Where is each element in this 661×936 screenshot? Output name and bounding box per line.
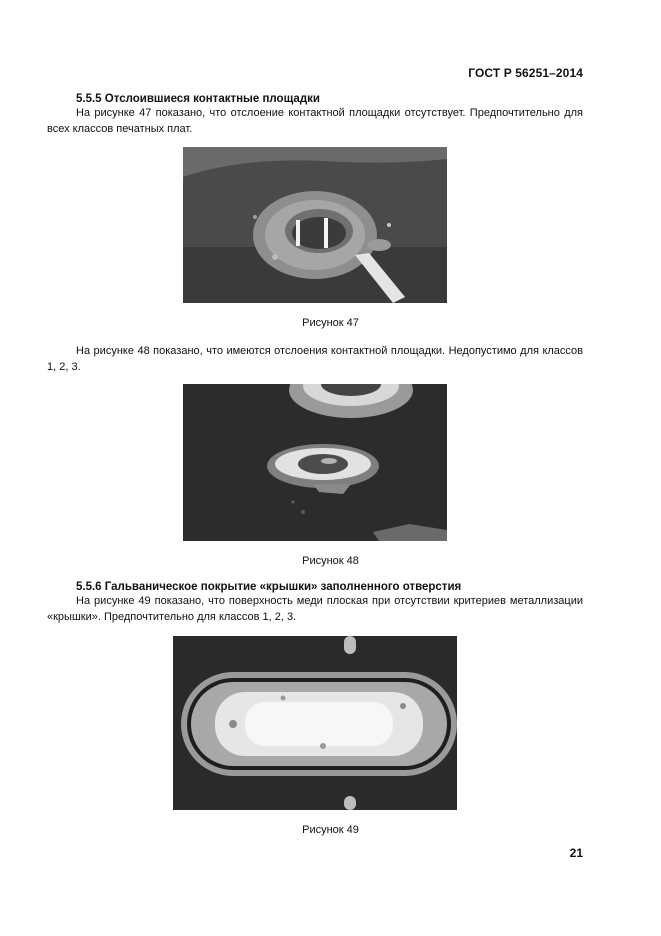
section-heading-5-5-6: 5.5.6 Гальваническое покрытие «крышки» заполненного отверстия xyxy=(76,581,462,593)
paragraph-text: На рисунке 49 показано, что поверхность меди плоская при отсутствии критериев металлизации «крышки». Предпочтительно для классов 1, 2, 3. xyxy=(47,595,583,623)
paragraph-text: На рисунке 48 показано, что имеются отслоения контактной площадки. Недопустимо для классов 1, 2, 3. xyxy=(47,345,583,373)
page-number: 21 xyxy=(569,846,583,860)
figure-47-photo xyxy=(183,147,447,303)
paragraph-figure-49 xyxy=(47,594,583,625)
figure-47-caption: Рисунок 47 xyxy=(302,317,359,329)
figure-49-photo xyxy=(173,636,457,810)
figure-49-image xyxy=(173,636,457,810)
figure-47-image xyxy=(183,147,447,303)
figure-48-photo xyxy=(183,384,447,541)
figure-48-image xyxy=(183,384,447,541)
paragraph-text: На рисунке 47 показано, что отслоение контактной площадки отсутствует. Предпочтительно для всех классов печатных плат. xyxy=(47,107,583,135)
figure-48-caption: Рисунок 48 xyxy=(302,555,359,567)
section-heading-5-5-5: 5.5.5 Отслоившиеся контактные площадки xyxy=(76,93,320,105)
figure-49-caption: Рисунок 49 xyxy=(302,824,359,836)
document-standard-code: ГОСТ Р 56251–2014 xyxy=(468,66,583,80)
paragraph-figure-47 xyxy=(47,106,583,137)
paragraph-figure-48 xyxy=(47,344,583,375)
